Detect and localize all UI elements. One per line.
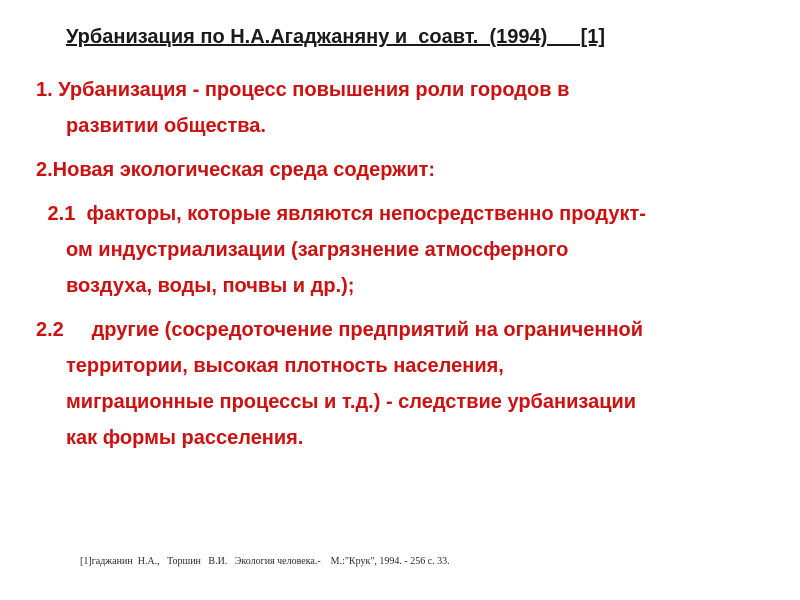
list-item-2-2-line-2: территории, высокая плотность населения, xyxy=(66,355,504,377)
list-item-2-1-line-3: воздуха, воды, почвы и др.); xyxy=(66,275,355,297)
list-item-2-1-line-2: ом индустриализации (загрязнение атмосферного xyxy=(66,239,569,261)
list-item-1 xyxy=(36,72,776,144)
list-item-2-1-line-1: 2.1 факторы, которые являются непосредственно продукт- xyxy=(42,203,646,225)
list-item-1-line-2: развитии общества. xyxy=(66,115,266,137)
slide-title: Урбанизация по Н.А.Агаджаняну и соавт. (1994) [1] xyxy=(66,26,606,48)
list-item-2-2-line-4: как формы расселения. xyxy=(66,427,304,449)
list-item-2-2 xyxy=(36,312,776,456)
list-item-2 xyxy=(36,152,776,188)
list-item-2-2-line-1: 2.2 другие (сосредоточение предприятий на ограниченной xyxy=(36,319,644,341)
list-item-2-1 xyxy=(36,196,776,304)
list-item-1-line-1: 1. Урбанизация - процесс повышения роли городов в xyxy=(36,79,570,101)
slide-body xyxy=(36,72,776,464)
footnote: [1]гаджанин Н.А., Торшин В.И. Экология человека.- М.:"Крук", 1994. - 256 с. 33. xyxy=(80,556,450,567)
list-item-2-2-line-3: миграционные процессы и т.д.) - следствие урбанизации xyxy=(66,391,637,413)
list-item-2-line-1: 2.Новая экологическая среда содержит: xyxy=(36,159,436,181)
